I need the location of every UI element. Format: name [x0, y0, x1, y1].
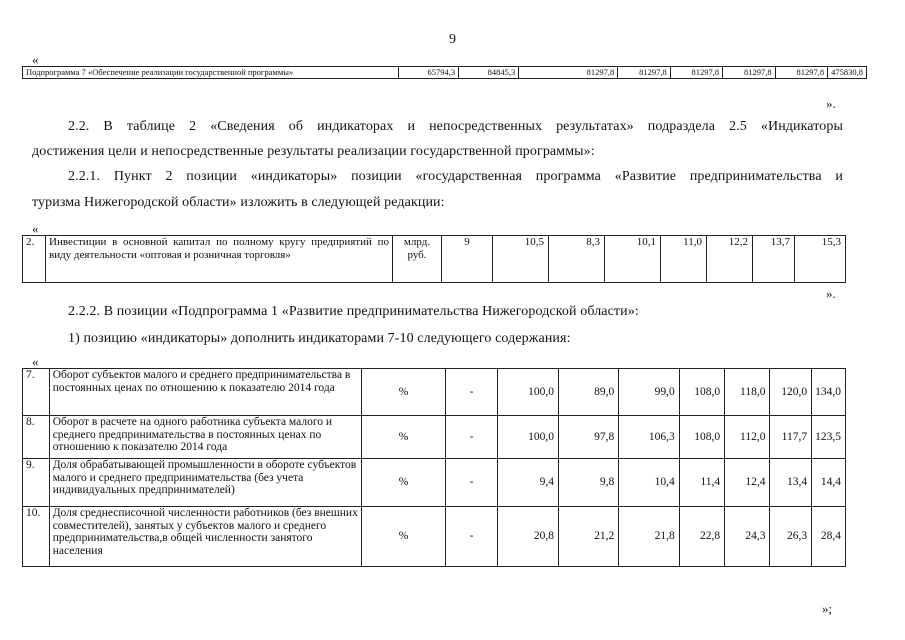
- cell-value: 9: [442, 236, 493, 283]
- cell-value: 20,8: [498, 507, 559, 567]
- table-subprogram-7: [22, 66, 867, 79]
- cell-value: 22,8: [679, 507, 724, 567]
- cell-value: 100,0: [498, 416, 559, 459]
- paragraph-2-2-2: 2.2.2. В позиции «Подпрограмма 1 «Развитие предпринимательства Нижегородской области»:: [68, 304, 639, 319]
- cell-value: 9,4: [498, 459, 559, 507]
- cell-value: 99,0: [619, 369, 680, 416]
- cell-value: 10,5: [493, 236, 549, 283]
- cell-number: 10.: [23, 507, 50, 567]
- cell-name: Доля среднесписочной численности работников (без внешних совместителей), занятых у субъектов малого и среднего предпринимательства,в общей численности занятого населения: [49, 507, 362, 567]
- cell-value: 65794,3: [398, 67, 458, 79]
- cell-value: 134,0: [812, 369, 846, 416]
- cell-value: 13,4: [770, 459, 812, 507]
- cell-value: 117,7: [770, 416, 812, 459]
- cell-dash: -: [445, 369, 498, 416]
- paragraph-2-2-1-line-2: туризма Нижегородской области» изложить в следующей редакции:: [32, 195, 445, 210]
- table-indicators-7-10: [22, 368, 846, 567]
- quote-open-1: «: [32, 52, 39, 67]
- cell-value: 12,2: [707, 236, 753, 283]
- cell-value: 108,0: [679, 416, 724, 459]
- cell-number: 7.: [23, 369, 50, 416]
- cell-value: 106,3: [619, 416, 680, 459]
- table-indicator-2: [22, 235, 846, 283]
- cell-value: 13,7: [753, 236, 795, 283]
- cell-dash: -: [445, 416, 498, 459]
- cell-dash: -: [445, 459, 498, 507]
- cell-value: 26,3: [770, 507, 812, 567]
- table-row: [23, 369, 846, 416]
- cell-number: 8.: [23, 416, 50, 459]
- table-row: [23, 236, 846, 283]
- cell-unit: %: [362, 369, 445, 416]
- cell-value: 100,0: [498, 369, 559, 416]
- cell-value: 81297,8: [670, 67, 722, 79]
- cell-value: 10,4: [619, 459, 680, 507]
- cell-value: 10,1: [605, 236, 661, 283]
- quote-open-2: «: [32, 221, 39, 236]
- quote-close-3: »;: [822, 601, 833, 616]
- cell-value: 9,8: [558, 459, 618, 507]
- cell-value: 21,8: [619, 507, 680, 567]
- cell-value: 81297,8: [723, 67, 775, 79]
- cell-unit: %: [362, 459, 445, 507]
- quote-open-3: «: [32, 354, 39, 369]
- cell-value: 21,2: [558, 507, 618, 567]
- cell-name: Инвестиции в основной капитал по полному кругу предприятий по виду деятельности «оптовая и розничная торговля»: [46, 236, 393, 283]
- cell-value: 14,4: [812, 459, 846, 507]
- cell-number: 9.: [23, 459, 50, 507]
- paragraph-2-2-line-1: 2.2. В таблице 2 «Сведения об индикаторах и непосредственных результатах» подраздела 2.5 «Индикаторы: [68, 119, 843, 134]
- paragraph-2-2-line-2: достижения цели и непосредственные результаты реализации государственной программы»:: [32, 144, 595, 159]
- paragraph-2-2-1-line-1: 2.2.1. Пункт 2 позиции «индикаторы» позиции «государственная программа «Развитие предпринимательства и: [68, 169, 843, 184]
- cell-value: 11,4: [679, 459, 724, 507]
- table-row: [23, 67, 867, 79]
- cell-value: 112,0: [725, 416, 770, 459]
- cell-name: Оборот в расчете на одного работника субъекта малого и среднего предпринимательства в постоянных ценах по отношению к показателю 2014 года: [49, 416, 362, 459]
- cell-value: 84845,3: [459, 67, 519, 79]
- cell-value: 97,8: [558, 416, 618, 459]
- page-number: 9: [449, 32, 456, 47]
- cell-value: 81297,8: [775, 67, 828, 79]
- cell-value: 120,0: [770, 369, 812, 416]
- quote-close-2: ».: [826, 286, 836, 301]
- cell-value: 81297,8: [519, 67, 618, 79]
- table-row: [23, 459, 846, 507]
- table-row: [23, 416, 846, 459]
- cell-value: 15,3: [795, 236, 846, 283]
- cell-value: 24,3: [725, 507, 770, 567]
- cell-value: 118,0: [725, 369, 770, 416]
- cell-value: 12,4: [725, 459, 770, 507]
- cell-value: 28,4: [812, 507, 846, 567]
- cell-unit: %: [362, 416, 445, 459]
- cell-value: 81297,8: [618, 67, 670, 79]
- cell-value: 108,0: [679, 369, 724, 416]
- cell-unit: млрд. руб.: [393, 236, 442, 283]
- cell-value: 8,3: [549, 236, 605, 283]
- cell-value: 89,0: [558, 369, 618, 416]
- cell-dash: -: [445, 507, 498, 567]
- cell-name: Оборот субъектов малого и среднего предпринимательства в постоянных ценах по отношению к показателю 2014 года: [49, 369, 362, 416]
- quote-close-1: ».: [826, 96, 836, 111]
- table-row: [23, 507, 846, 567]
- cell-name: Подпрограмма 7 «Обеспечение реализации государственной программы»: [23, 67, 399, 79]
- cell-value: 475830,8: [828, 67, 867, 79]
- cell-name: Доля обрабатывающей промышленности в обороте субъектов малого и среднего предпринимательства (без учета индивидуальных предпринимателей): [49, 459, 362, 507]
- cell-number: 2.: [23, 236, 46, 283]
- cell-value: 11,0: [661, 236, 707, 283]
- cell-value: 123,5: [812, 416, 846, 459]
- paragraph-item-1: 1) позицию «индикаторы» дополнить индикаторами 7-10 следующего содержания:: [68, 331, 571, 346]
- cell-unit: %: [362, 507, 445, 567]
